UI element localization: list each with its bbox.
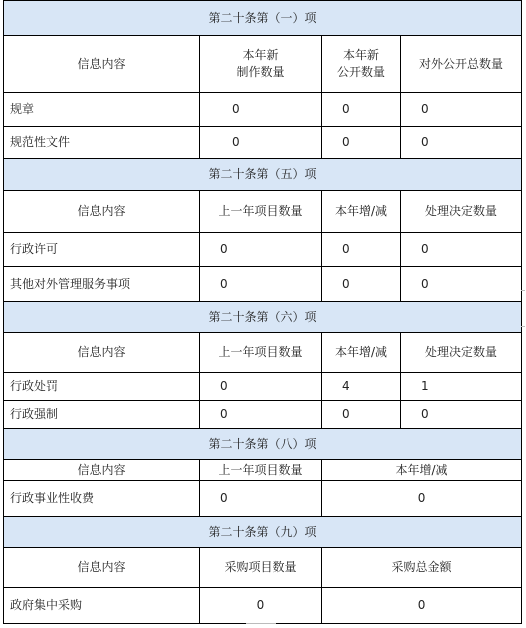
table-row (4, 233, 522, 267)
header-info-content: 信息内容 (4, 333, 200, 373)
column-header-row (4, 36, 522, 93)
cell-value: 0 (401, 401, 522, 429)
table-row (4, 401, 522, 429)
header-change: 本年增/减 (322, 460, 522, 481)
cell-value: 0 (322, 267, 401, 302)
table-row (4, 267, 522, 302)
header-new-produced: 本年新 制作数量 (200, 36, 322, 93)
header-prev-year-count: 上一年项目数量 (200, 460, 322, 481)
cell-value: 4 (322, 373, 401, 401)
resize-handle-mark (521, 290, 525, 291)
cell-value: 0 (401, 267, 522, 302)
cell-value: 0 (322, 233, 401, 267)
header-total-published: 对外公开总数量 (401, 36, 522, 93)
cell-value: 0 (200, 233, 322, 267)
column-header-row (4, 460, 522, 481)
cell-value: 0 (200, 373, 322, 401)
row-label: 其他对外管理服务事项 (4, 267, 200, 302)
header-info-content: 信息内容 (4, 548, 200, 588)
row-label: 行政强制 (4, 401, 200, 429)
cell-value: 0 (322, 481, 522, 517)
table-row (4, 481, 522, 517)
table-row (4, 588, 522, 624)
section-title: 第二十条第（五）项 (4, 159, 522, 191)
cell-value: 1 (401, 373, 522, 401)
section-header-row (4, 1, 522, 36)
cell-value: 0 (200, 267, 322, 302)
row-label: 规章 (4, 93, 200, 127)
table-row (4, 93, 522, 127)
row-label: 规范性文件 (4, 127, 200, 159)
cell-value: 0 (200, 481, 322, 517)
header-purchase-amount: 采购总金额 (322, 548, 522, 588)
header-info-content: 信息内容 (4, 36, 200, 93)
section-header-row (4, 302, 522, 333)
header-info-content: 信息内容 (4, 460, 200, 481)
cell-value: 0 (200, 127, 322, 159)
resize-handle-mark (521, 326, 525, 327)
section-header-row (4, 159, 522, 191)
header-prev-year-count: 上一年项目数量 (200, 191, 322, 233)
header-info-content: 信息内容 (4, 191, 200, 233)
header-new-published: 本年新 公开数量 (322, 36, 401, 93)
header-change: 本年增/减 (322, 191, 401, 233)
table-row (4, 127, 522, 159)
disclosure-table (3, 0, 522, 624)
section-title: 第二十条第（一）项 (4, 1, 522, 36)
row-label: 行政许可 (4, 233, 200, 267)
section-title: 第二十条第（九）项 (4, 517, 522, 548)
column-header-row (4, 191, 522, 233)
cell-value: 0 (200, 93, 322, 127)
cell-value: 0 (200, 401, 322, 429)
column-header-row (4, 333, 522, 373)
header-decisions: 处理决定数量 (401, 333, 522, 373)
section-header-row (4, 517, 522, 548)
resize-handle-mark (246, 623, 276, 624)
header-change: 本年增/减 (322, 333, 401, 373)
section-title: 第二十条第（六）项 (4, 302, 522, 333)
cell-value: 0 (401, 93, 522, 127)
cell-value: 0 (322, 127, 401, 159)
header-decisions: 处理决定数量 (401, 191, 522, 233)
section-title: 第二十条第（八）项 (4, 429, 522, 460)
cell-value: 0 (200, 588, 322, 624)
column-header-row (4, 548, 522, 588)
row-label: 行政处罚 (4, 373, 200, 401)
row-label: 行政事业性收费 (4, 481, 200, 517)
header-purchase-count: 采购项目数量 (200, 548, 322, 588)
table-row (4, 373, 522, 401)
cell-value: 0 (322, 93, 401, 127)
cell-value: 0 (322, 401, 401, 429)
cell-value: 0 (401, 127, 522, 159)
row-label: 政府集中采购 (4, 588, 200, 624)
cell-value: 0 (322, 588, 522, 624)
section-header-row (4, 429, 522, 460)
cell-value: 0 (401, 233, 522, 267)
header-prev-year-count: 上一年项目数量 (200, 333, 322, 373)
